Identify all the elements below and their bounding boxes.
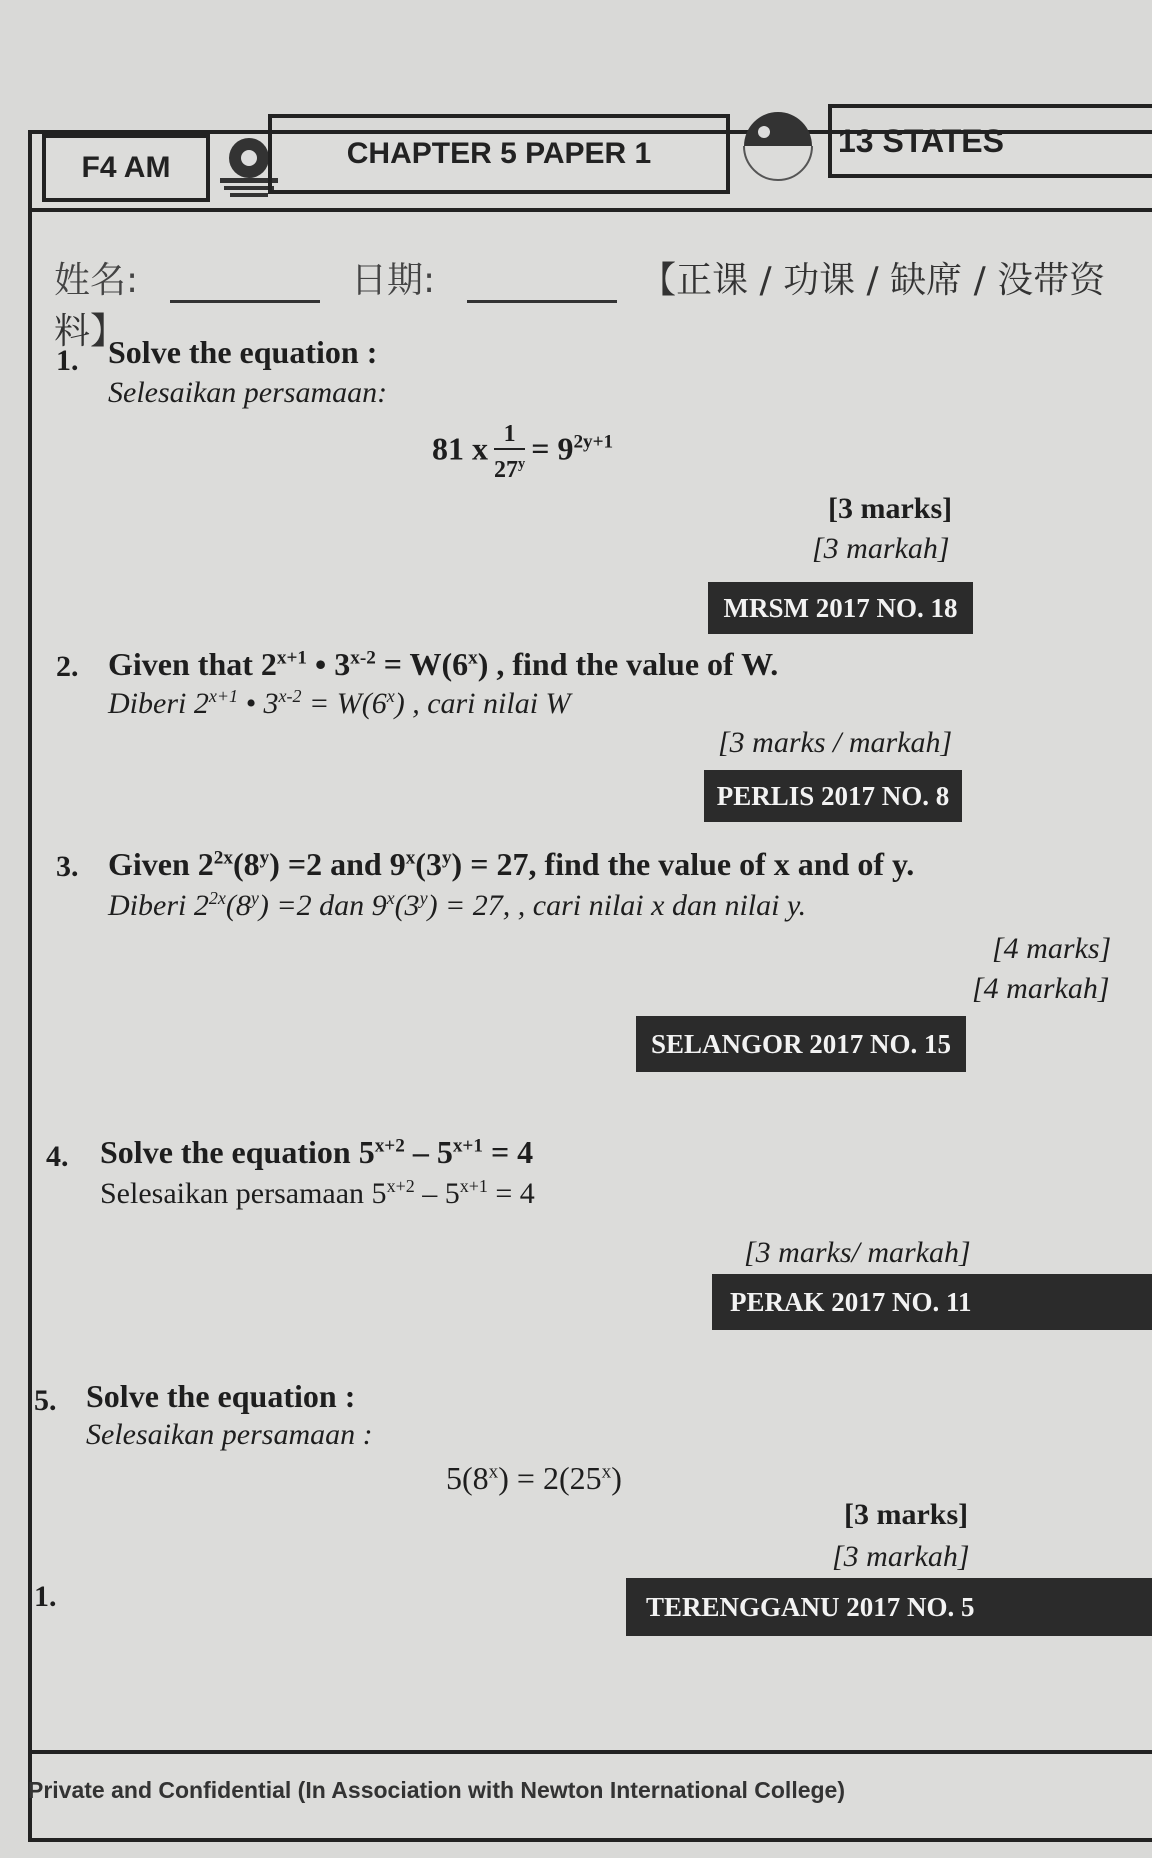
marks-malay: [3 markah] (812, 532, 950, 565)
chapter-title-box (268, 114, 730, 194)
equation: $5(8^x) = 2(25^x)$ (446, 1460, 622, 1496)
source-badge: SELANGOR 2017 NO. 15 (636, 1016, 966, 1072)
date-label: 日期: (351, 260, 436, 301)
question-english: Solve the equation : (86, 1378, 356, 1414)
page-number: 1. (34, 1580, 57, 1613)
question-english: Solve the equation : (108, 334, 378, 370)
class-label: F4 AM (81, 151, 171, 184)
question-english: Given that $2^{x+1}$ • $3^{x-2} = W(6^x)$ , find the value of W. (108, 646, 779, 682)
header-divider (32, 208, 1152, 212)
attendance-status: 【正课 / 功课 / 缺席 / 没带资料】 (54, 260, 1106, 352)
source-badge: PERAK 2017 NO. 11 (712, 1274, 1152, 1330)
marks-english: [3 marks] (844, 1498, 969, 1531)
marks-english: [4 marks] (992, 932, 1112, 965)
question-number: 2. (56, 650, 79, 683)
marks-malay: [3 markah] (832, 1540, 970, 1573)
name-field[interactable] (170, 266, 320, 303)
footer-divider (32, 1750, 1152, 1754)
question-english: Solve the equation $5^{x+2} - 5^{x+1} = 4$ (100, 1134, 534, 1170)
emblem-icon (738, 106, 818, 186)
marks: [3 marks / markah] (718, 726, 953, 759)
source-badge: TERENGGANU 2017 NO. 5 (626, 1578, 1152, 1636)
marks-malay: [4 markah] (972, 972, 1110, 1005)
question-malay: Selesaikan persamaan : (86, 1418, 373, 1451)
question-number: 5. (34, 1384, 57, 1417)
header (32, 122, 1152, 244)
question-english: Given $2^{2x}(8^y) =2$ and $9^x(3^y) = 27$, find the value of x and of y. (108, 846, 915, 882)
states-label: 13 STATES (838, 122, 1004, 159)
class-label-box (42, 134, 210, 202)
name-label: 姓名: (54, 260, 139, 301)
question-number: 4. (46, 1140, 69, 1173)
equation: 81 x $\frac{1}{27^y}$ = $9^{2y+1}$ (432, 421, 614, 483)
footer-text: Private and Confidential (In Association with Newton International College) (28, 1777, 845, 1803)
question-malay: Selesaikan persamaan $5^{x+2} - 5^{x+1} = 4$ (100, 1176, 535, 1210)
marks: [3 marks/ markah] (744, 1236, 971, 1269)
question-malay: Diberi $2^{x+1}$ • $3^{x-2} = W(6^x)$ , cari nilai W (108, 686, 571, 720)
fraction: $\frac{1}{27^y}$ (494, 421, 526, 483)
question-number: 3. (56, 850, 79, 883)
worksheet (28, 122, 1152, 1842)
date-field[interactable] (467, 266, 617, 303)
marks-english: [3 marks] (828, 492, 953, 525)
question-number: 1. (56, 344, 79, 377)
states-box (828, 104, 1152, 178)
question-malay: Selesaikan persamaan: (108, 376, 388, 409)
chapter-title: CHAPTER 5 PAPER 1 (346, 137, 652, 170)
source-badge: PERLIS 2017 NO. 8 (704, 770, 962, 822)
question-malay: Diberi $2^{2x}(8^y) =2$ dan $9^x(3^y) = 27$, , cari nilai x dan nilai y. (108, 888, 807, 922)
source-badge: MRSM 2017 NO. 18 (708, 582, 973, 634)
